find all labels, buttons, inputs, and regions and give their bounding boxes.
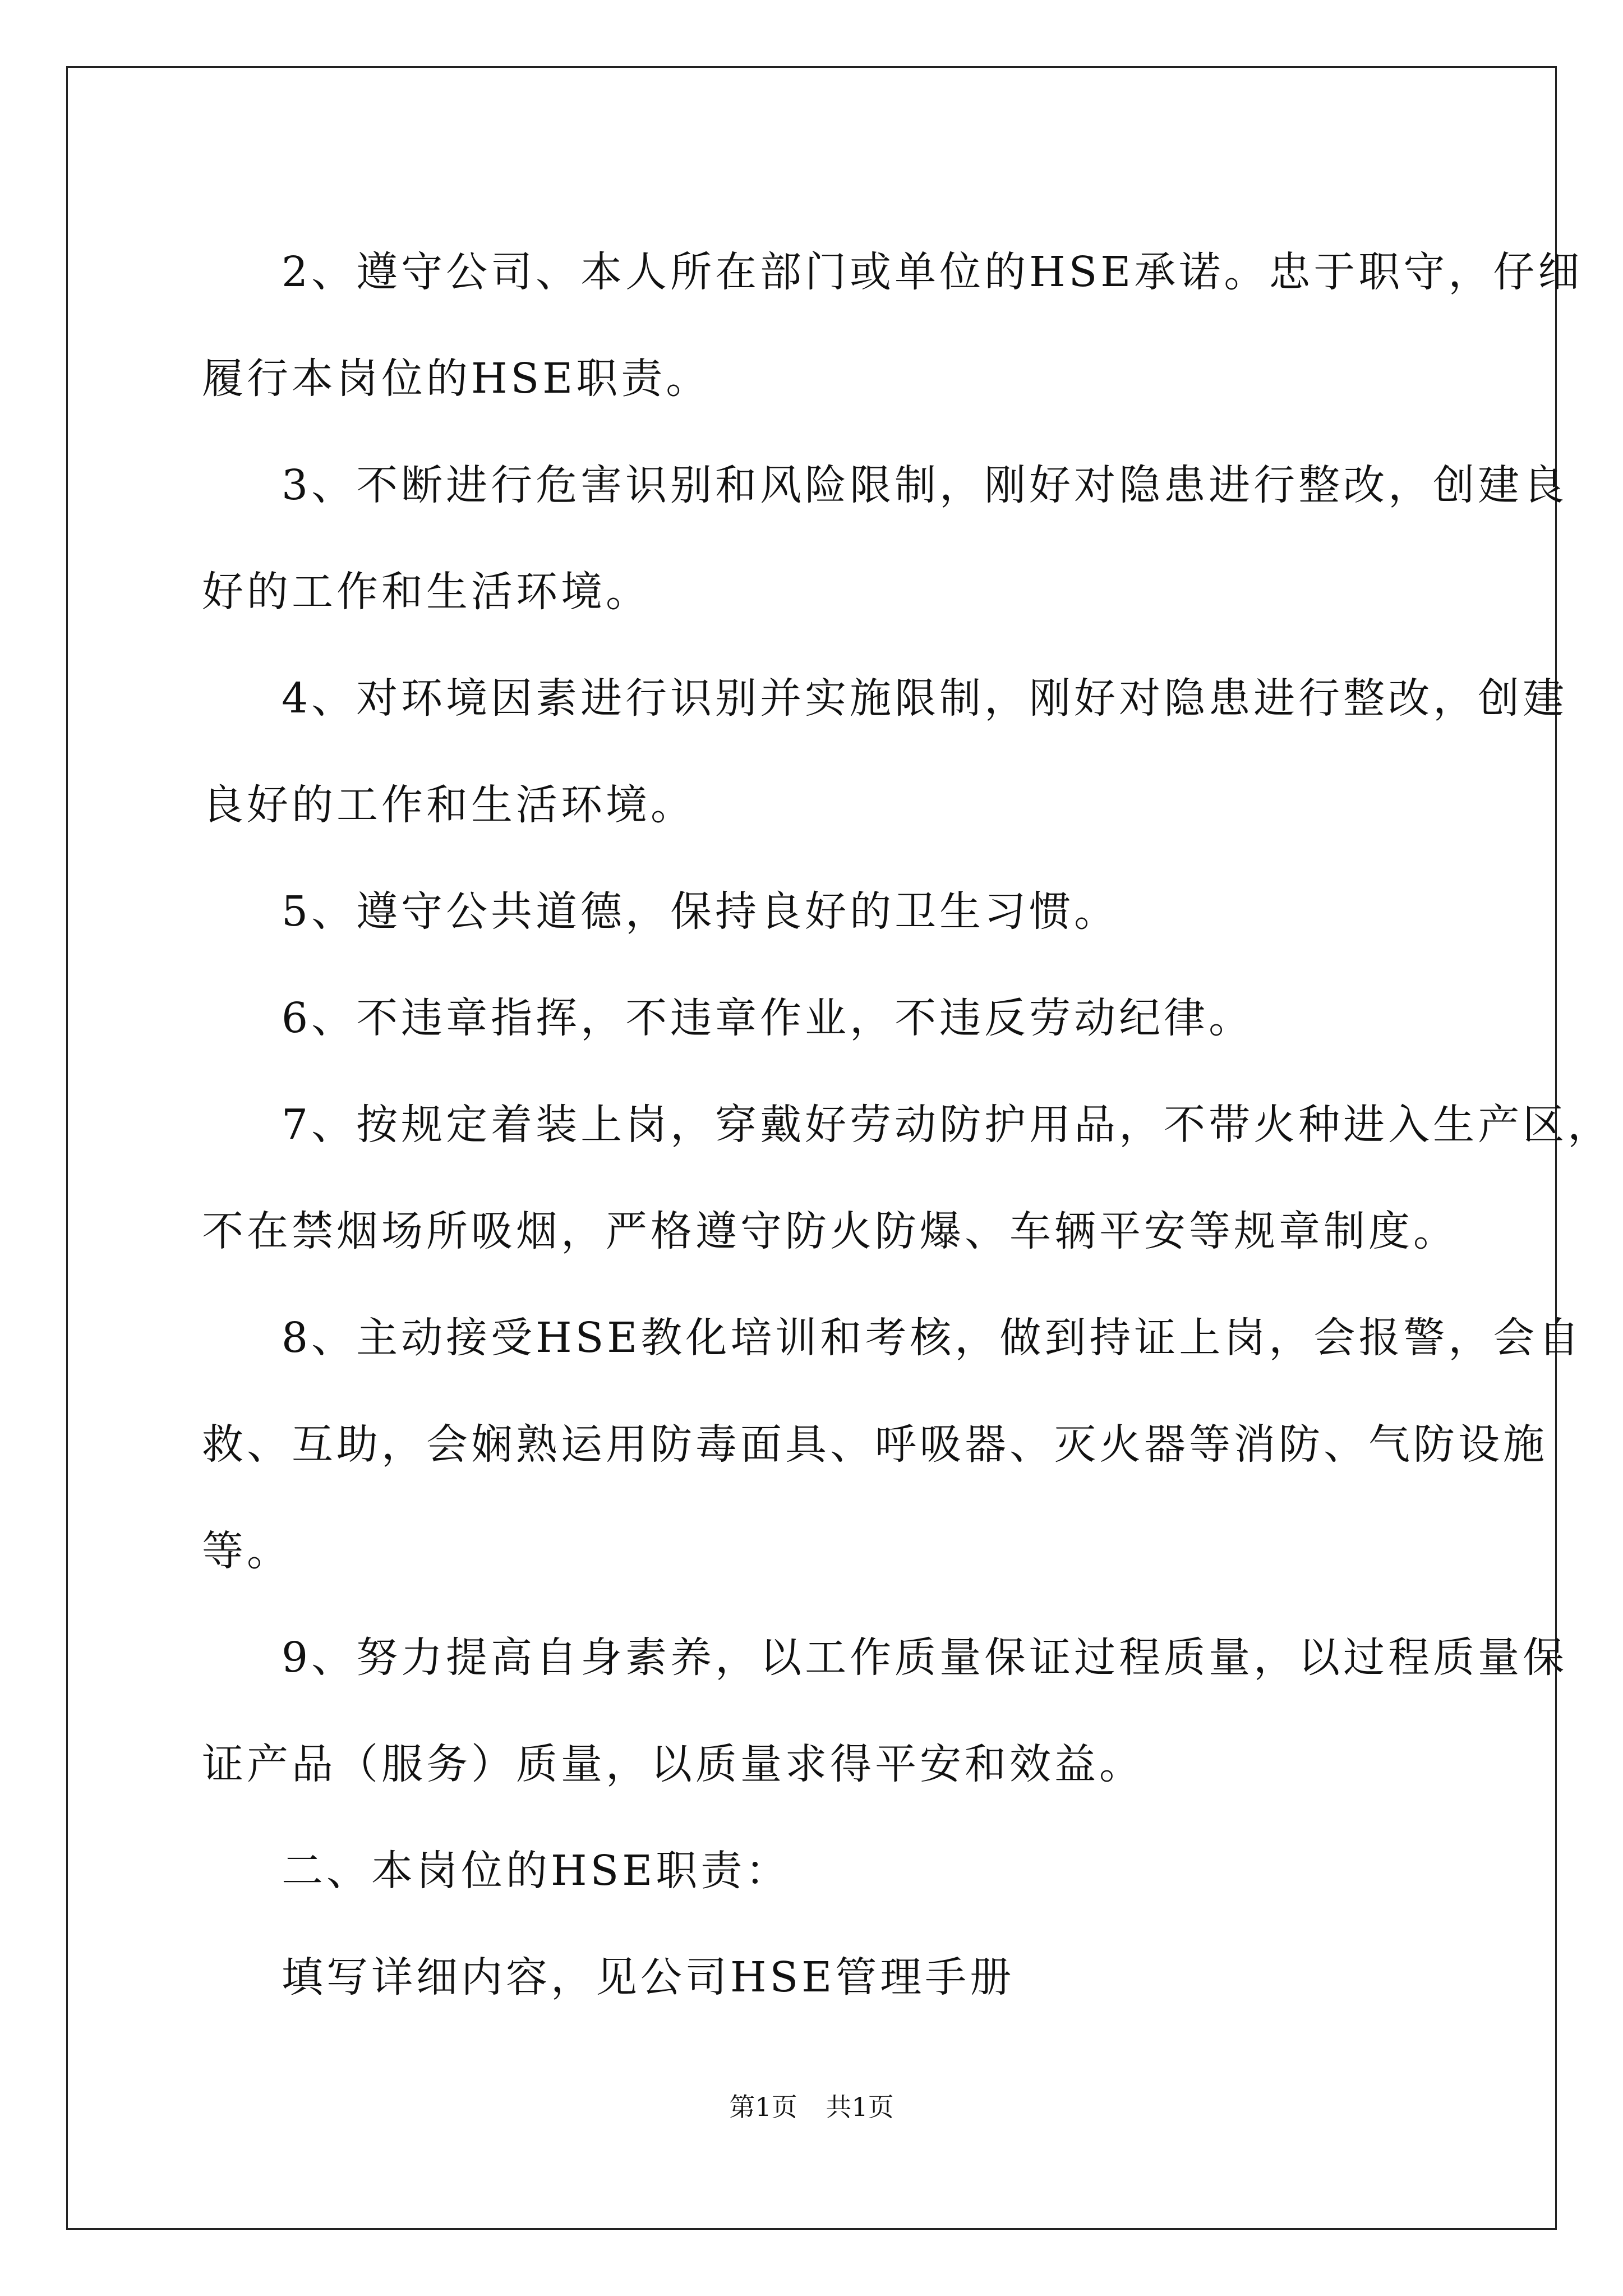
paragraph-item-7 <box>202 1071 1613 1285</box>
paragraph-line: 履行本岗位的HSE职责。 <box>202 355 711 403</box>
paragraph-line: 等。 <box>202 1527 292 1575</box>
page-number-current: 第1页 <box>729 2092 797 2122</box>
paragraph-line: 9、努力提高自身素养，以工作质量保证过程质量，以过程质量保 <box>282 1634 1568 1682</box>
fill-note-text: 填写详细内容，见公司HSE管理手册 <box>282 1953 1015 2001</box>
paragraph-line: 4、对环境因素进行识别并实施限制，刚好对隐患进行整改，创建 <box>282 674 1568 723</box>
paragraph-item-3 <box>202 432 1568 645</box>
paragraph-line: 良好的工作和生活环境。 <box>202 781 695 829</box>
paragraph-line: 救、互助，会娴熟运用防毒面具、呼吸器、灭火器等消防、气防设施 <box>202 1420 1548 1469</box>
paragraph-line: 5、遵守公共道德，保持良好的卫生习惯。 <box>282 887 1119 936</box>
paragraph-line: 7、按规定着装上岗，穿戴好劳动防护用品，不带火种进入生产区， <box>282 1101 1613 1149</box>
page-footer <box>0 2087 1623 2124</box>
section-heading <box>202 1818 1436 1924</box>
paragraph-line: 2、遵守公司、本人所在部门或单位的HSE承诺。忠于职守，仔细 <box>282 248 1583 296</box>
document-body <box>202 219 1613 2031</box>
paragraph-item-4 <box>202 645 1568 858</box>
paragraph-item-5 <box>202 858 1436 965</box>
paragraph-item-2 <box>202 219 1583 432</box>
fill-note <box>202 1924 1436 2031</box>
paragraph-item-9 <box>202 1604 1568 1818</box>
paragraph-line: 证产品（服务）质量，以质量求得平安和效益。 <box>202 1740 1144 1788</box>
paragraph-line: 6、不违章指挥，不违章作业，不违反劳动纪律。 <box>282 994 1254 1042</box>
paragraph-line: 8、主动接受HSE教化培训和考核，做到持证上岗，会报警，会自 <box>282 1314 1583 1362</box>
page-number-total: 共1页 <box>826 2092 894 2122</box>
paragraph-item-8 <box>202 1285 1583 1604</box>
paragraph-line: 3、不断进行危害识别和风险限制，刚好对隐患进行整改，创建良 <box>282 461 1568 509</box>
section-heading-text: 二、本岗位的HSE职责： <box>282 1847 791 1895</box>
paragraph-line: 不在禁烟场所吸烟，严格遵守防火防爆、车辆平安等规章制度。 <box>202 1207 1458 1255</box>
paragraph-item-6 <box>202 965 1436 1071</box>
paragraph-line: 好的工作和生活环境。 <box>202 568 651 616</box>
